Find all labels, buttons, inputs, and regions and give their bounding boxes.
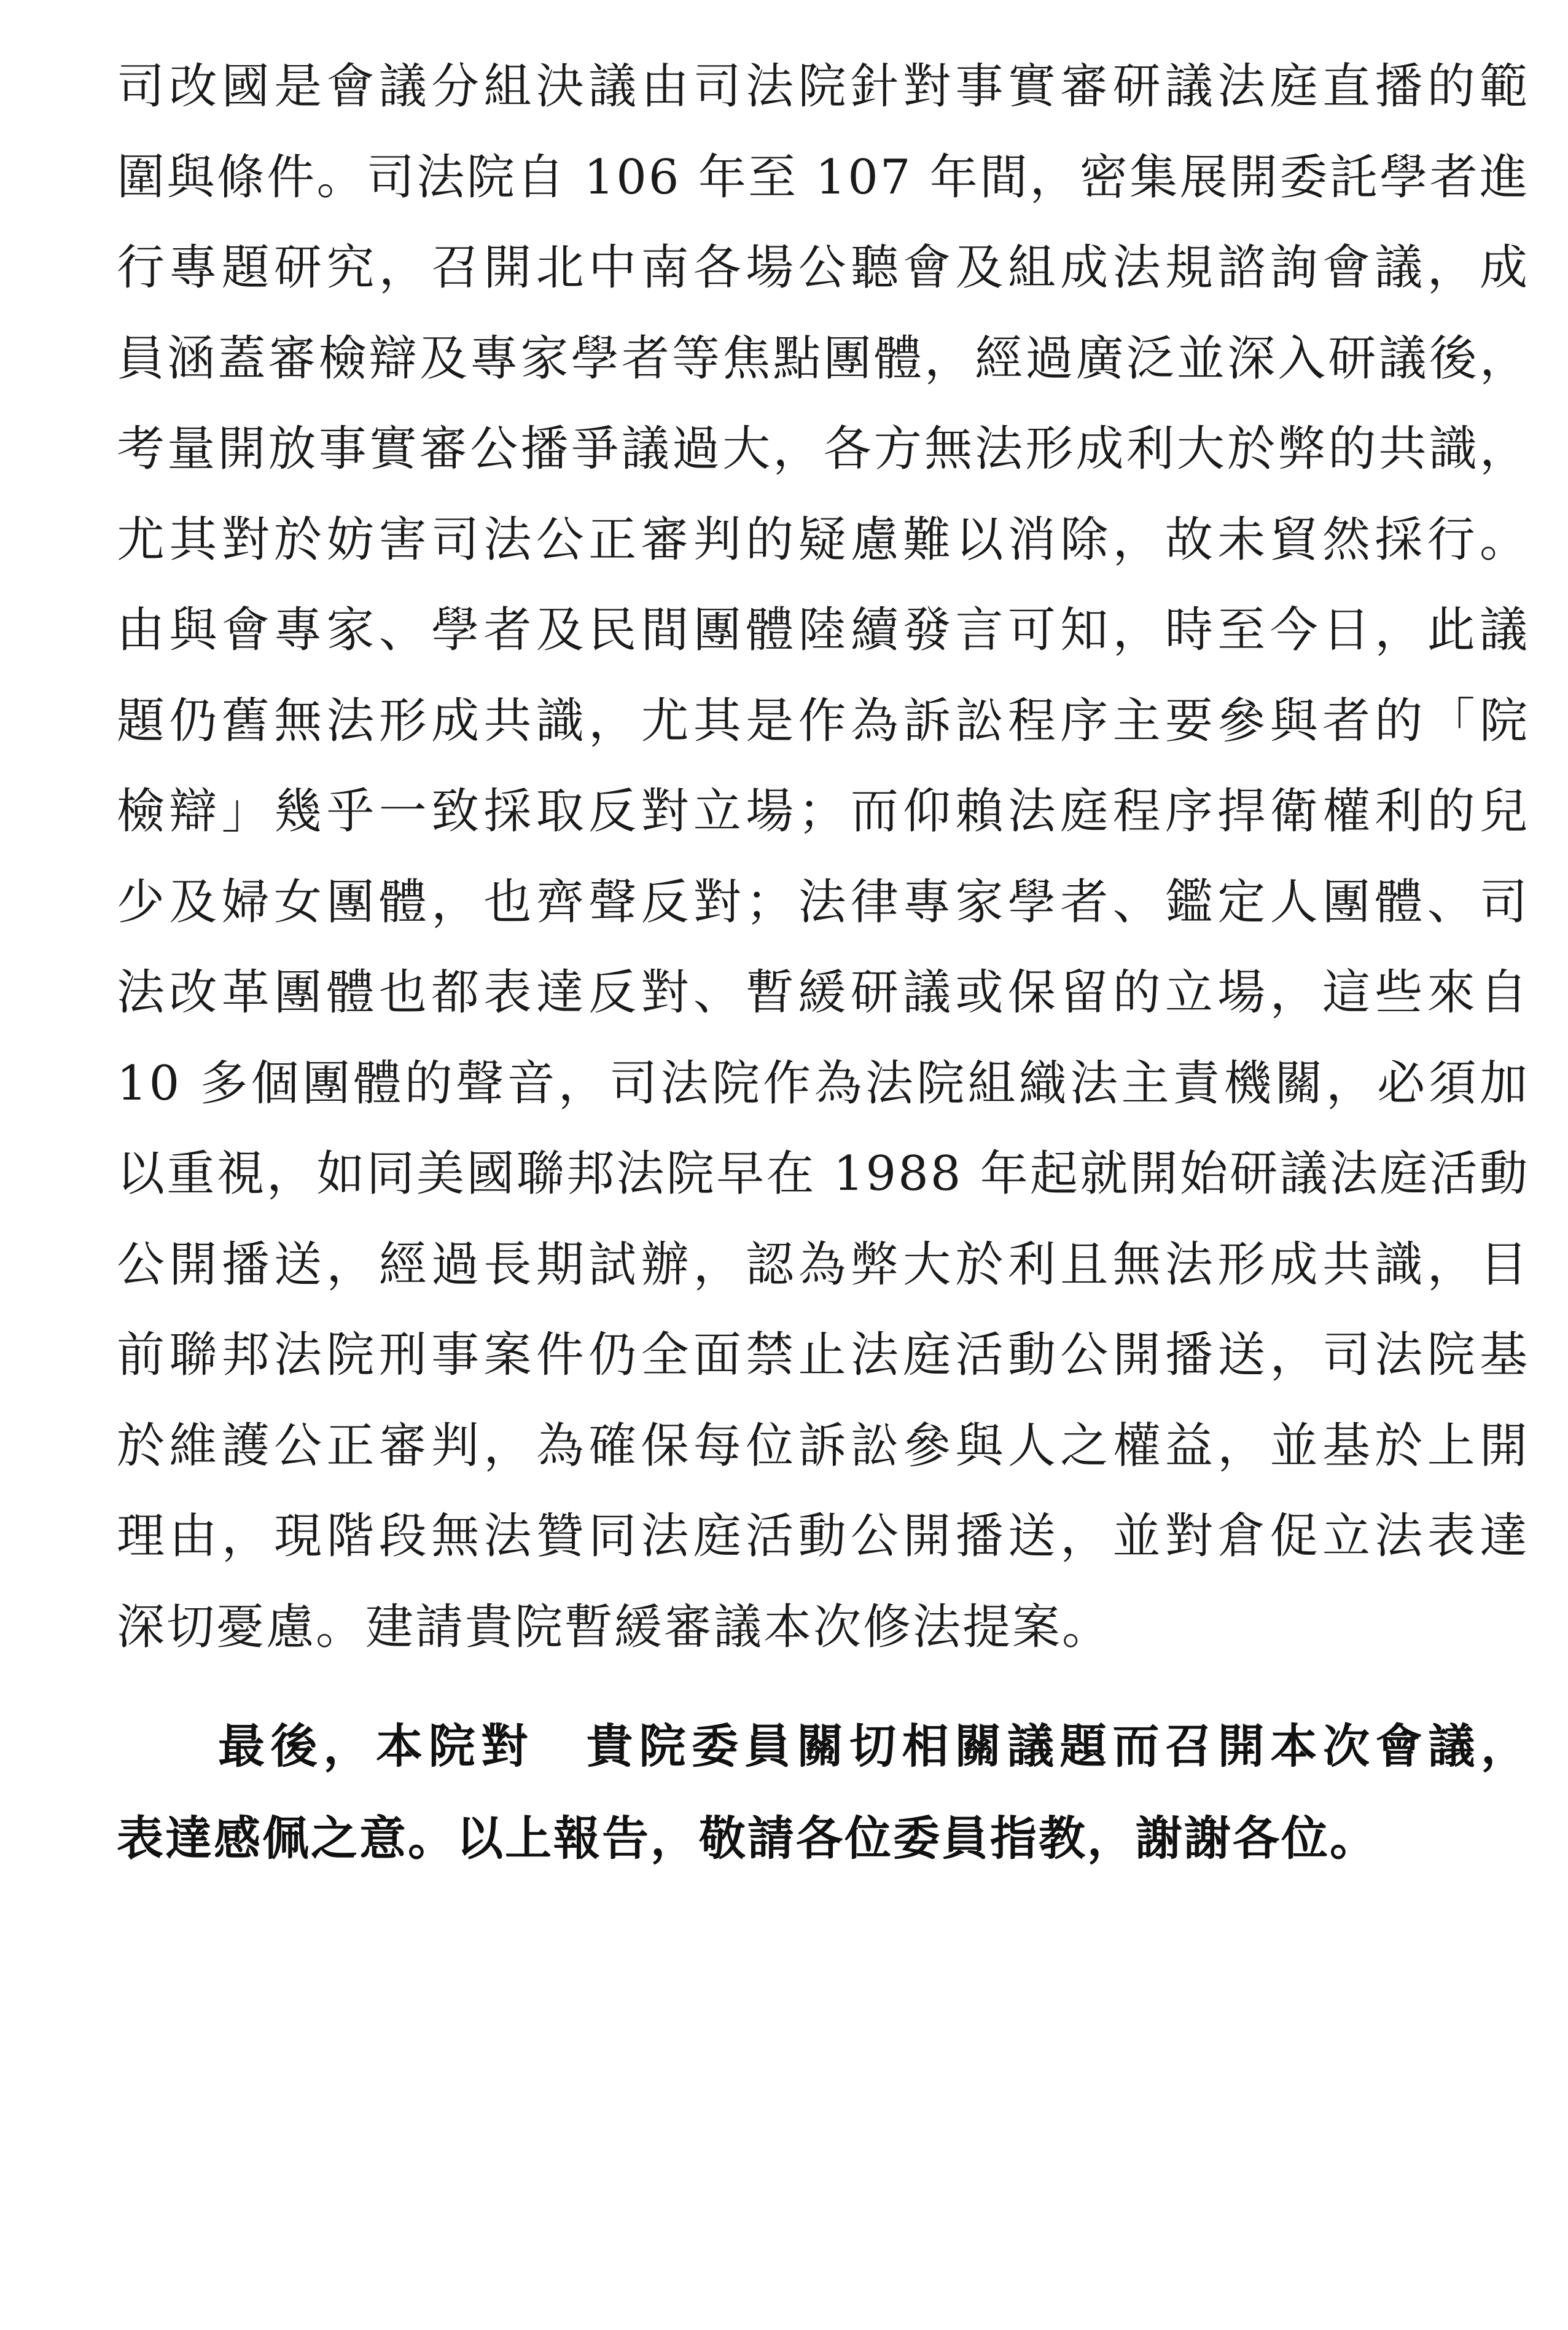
text-line: 員涵蓋審檢辯及專家學者等焦點團體，經過廣泛並深入研議後， [117, 330, 1529, 386]
body-paragraph [117, 42, 1529, 1673]
text-line: 考量開放事實審公播爭議過大，各方無法形成利大於弊的共識， [117, 421, 1529, 477]
text-line: 少及婦女團體，也齊聲反對；法律專家學者、鑑定人團體、司 [117, 874, 1529, 930]
text-line: 檢辯」幾乎一致採取反對立場；而仰賴法庭程序捍衛權利的兒 [117, 784, 1529, 839]
text-line: 最後，本院對 貴院委員關切相關議題而召開本次會議， [218, 1719, 1529, 1773]
text-line: 題仍舊無法形成共識，尤其是作為訴訟程序主要參與者的「院 [117, 693, 1529, 749]
closing-paragraph [117, 1700, 1529, 1885]
text-line: 10 多個團體的聲音，司法院作為法院組織法主責機關，必須加 [117, 1055, 1529, 1111]
text-line: 尤其對於妨害司法公正審判的疑慮難以消除，故未貿然採行。 [117, 512, 1529, 568]
text-line: 於維護公正審判，為確保每位訴訟參與人之權益，並基於上開 [117, 1418, 1529, 1474]
text-line: 行專題研究，召開北中南各場公聽會及組成法規諮詢會議，成 [117, 240, 1529, 295]
text-line: 法改革團體也都表達反對、暫緩研議或保留的立場，這些來自 [117, 965, 1529, 1020]
text-line: 理由，現階段無法贊同法庭活動公開播送，並對倉促立法表達 [117, 1509, 1529, 1564]
text-line: 以重視，如同美國聯邦法院早在 1988 年起就開始研議法庭活動 [117, 1146, 1529, 1202]
text-line: 深切憂慮。建請貴院暫緩審議本次修法提案。 [117, 1599, 1112, 1655]
text-line: 由與會專家、學者及民間團體陸續發言可知，時至今日，此議 [117, 603, 1529, 658]
text-line: 圍與條件。司法院自 106 年至 107 年間，密集展開委託學者進 [117, 149, 1529, 205]
text-line: 公開播送，經過長期試辦，認為弊大於利且無法形成共識，目 [117, 1237, 1529, 1292]
text-line: 前聯邦法院刑事案件仍全面禁止法庭活動公開播送，司法院基 [117, 1327, 1529, 1383]
text-line: 表達感佩之意。以上報告，敬請各位委員指教，謝謝各位。 [117, 1811, 1378, 1866]
text-line: 司改國是會議分組決議由司法院針對事實審研議法庭直播的範 [117, 59, 1529, 114]
